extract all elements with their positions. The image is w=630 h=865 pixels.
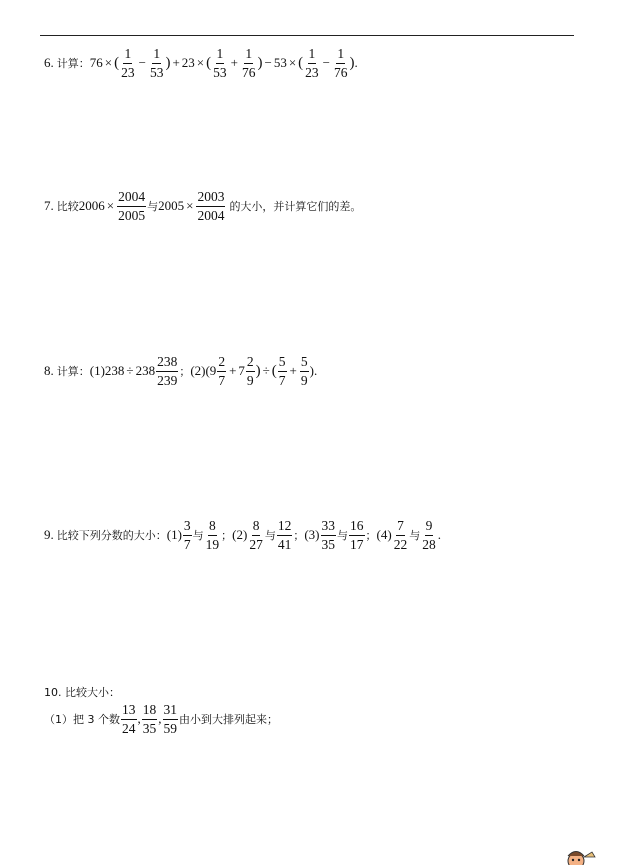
paren-close: ) — [349, 54, 355, 71]
q8-frac-4 — [278, 355, 287, 387]
q8-prefix: 计算： — [56, 365, 90, 378]
question-10-part-1 — [44, 703, 278, 735]
numerator: 1 — [244, 47, 253, 64]
q8-frac-3 — [246, 355, 255, 387]
denominator: 19 — [205, 536, 220, 552]
denominator: 35 — [142, 720, 157, 736]
question-8 — [44, 355, 317, 387]
q6-prefix: 计算： — [56, 57, 90, 70]
question-7 — [44, 190, 361, 222]
q9-frac-b4 — [421, 519, 437, 551]
q7-frac-b — [196, 190, 225, 222]
denominator: 7 — [183, 536, 191, 552]
q7-frac-a — [117, 190, 146, 222]
q10-frac-1 — [121, 703, 137, 735]
q6-frac-2 — [149, 47, 165, 79]
q6-frac-5 — [304, 47, 320, 79]
numerator: 9 — [425, 519, 434, 536]
header-rule — [40, 35, 574, 36]
denominator: 9 — [300, 372, 308, 388]
q10-suffix: 由小到大排列起来； — [179, 713, 278, 726]
paren-close: ) — [257, 54, 263, 71]
q8-frac-1 — [156, 355, 178, 387]
q8-whole-7: 7 — [238, 363, 245, 378]
q7-num-2006: 2006 — [78, 198, 105, 213]
numerator: 13 — [121, 703, 137, 720]
separator: ； — [221, 529, 233, 542]
minus-sign: − — [138, 55, 146, 70]
numerator: 1 — [123, 47, 132, 64]
q9-part4-tag: (4) — [376, 527, 392, 542]
question-9 — [44, 519, 441, 551]
q9-frac-b3 — [349, 519, 365, 551]
q8-part2-lead: (2)(9 — [190, 363, 217, 378]
denominator: 23 — [121, 64, 135, 80]
times-sign: × — [288, 55, 297, 70]
q9-frac-a2 — [248, 519, 264, 551]
denominator: 41 — [277, 536, 292, 552]
q7-label: 7. — [44, 198, 54, 213]
numerator: 1 — [308, 47, 317, 64]
q9-part3-tag: (3) — [304, 527, 320, 542]
minus-sign: − — [264, 55, 272, 70]
q7-prefix: 比较 — [56, 200, 79, 213]
numerator: 16 — [349, 519, 365, 536]
denominator: 9 — [246, 372, 254, 388]
mascot-icon — [562, 848, 598, 865]
q7-suffix: 的大小，并计算它们的差。 — [229, 200, 362, 213]
numerator: 2004 — [117, 190, 146, 207]
q8-part1-lead: (1)238 — [89, 363, 125, 378]
q6-frac-3 — [212, 47, 228, 79]
comma: , — [158, 711, 162, 726]
numerator: 5 — [300, 355, 309, 372]
minus-sign: − — [322, 55, 330, 70]
q7-yu: 与 — [147, 200, 159, 213]
denominator: 28 — [422, 536, 436, 552]
q6-frac-4 — [241, 47, 257, 79]
denominator: 35 — [321, 536, 336, 552]
numerator: 8 — [252, 519, 261, 536]
paren-open: ( — [206, 54, 212, 71]
q9-frac-a1 — [183, 519, 192, 551]
q9-yu: 与 — [192, 529, 204, 542]
denominator: 22 — [393, 536, 408, 552]
plus-sign: + — [230, 55, 238, 70]
q10-frac-2 — [142, 703, 158, 735]
plus-sign: + — [172, 55, 180, 70]
numerator: 12 — [277, 519, 293, 536]
denominator: 7 — [218, 372, 226, 388]
q6-frac-6 — [333, 47, 349, 79]
close-and-period: ). — [309, 363, 318, 378]
numerator: 7 — [396, 519, 405, 536]
numerator: 2 — [217, 355, 226, 372]
numerator: 31 — [163, 703, 179, 720]
separator: ； — [365, 529, 377, 542]
denominator: 76 — [334, 64, 348, 80]
q9-frac-a3 — [321, 519, 337, 551]
numerator: 3 — [183, 519, 192, 536]
q9-part2-tag: (2) — [232, 527, 248, 542]
denominator: 17 — [350, 536, 364, 552]
denominator: 24 — [122, 720, 136, 736]
q10-sub: （1）把 3 个数 — [44, 713, 120, 726]
q10-title: 10. 比较大小： — [44, 686, 120, 699]
q8-frac-5 — [300, 355, 309, 387]
denominator: 2004 — [197, 207, 225, 223]
divide-sign: ÷ — [262, 363, 270, 378]
q9-frac-a4 — [393, 519, 409, 551]
question-10-title — [44, 684, 120, 700]
divide-sign: ÷ — [126, 363, 134, 378]
numerator: 1 — [336, 47, 345, 64]
question-6 — [44, 47, 358, 79]
period: . — [354, 55, 358, 70]
q8-frac-2 — [217, 355, 226, 387]
separator: ； — [179, 365, 191, 378]
period: . — [437, 527, 441, 542]
denominator: 53 — [213, 64, 227, 80]
times-sign: × — [104, 55, 113, 70]
paren-close: ) — [255, 362, 261, 379]
q8-label: 8. — [44, 363, 54, 378]
times-sign: × — [196, 55, 205, 70]
numerator: 1 — [152, 47, 161, 64]
numerator: 33 — [321, 519, 337, 536]
comma: , — [137, 711, 141, 726]
q9-yu: 与 — [337, 529, 349, 542]
q6-num-76: 76 — [89, 55, 103, 70]
denominator: 27 — [249, 536, 263, 552]
q6-frac-1 — [120, 47, 136, 79]
q9-yu: 与 — [264, 529, 276, 542]
denominator: 2005 — [118, 207, 146, 223]
times-sign: × — [186, 198, 194, 213]
q6-num-53: 53 — [273, 55, 287, 70]
numerator: 1 — [216, 47, 225, 64]
q9-frac-b2 — [277, 519, 293, 551]
separator: ； — [293, 529, 305, 542]
denominator: 59 — [163, 720, 177, 736]
numerator: 18 — [142, 703, 158, 720]
q10-frac-3 — [163, 703, 179, 735]
q7-num-2005: 2005 — [158, 198, 185, 213]
numerator: 238 — [156, 355, 178, 372]
q6-num-23: 23 — [181, 55, 195, 70]
paren-open: ( — [271, 362, 277, 379]
paren-close: ) — [165, 54, 171, 71]
q9-frac-b1 — [205, 519, 221, 551]
q9-prefix: 比较下列分数的大小： — [56, 529, 167, 542]
q9-yu: 与 — [409, 529, 421, 542]
numerator: 8 — [208, 519, 217, 536]
q8-whole-238: 238 — [135, 363, 156, 378]
numerator: 5 — [278, 355, 287, 372]
q9-label: 9. — [44, 527, 54, 542]
denominator: 7 — [278, 372, 286, 388]
paren-open: ( — [298, 54, 304, 71]
denominator: 53 — [149, 64, 164, 80]
plus-sign: + — [289, 363, 297, 378]
denominator: 239 — [157, 372, 178, 388]
q6-label: 6. — [44, 55, 54, 70]
paren-open: ( — [114, 54, 120, 71]
times-sign: × — [106, 198, 115, 213]
numerator: 2 — [246, 355, 255, 372]
denominator: 23 — [305, 64, 319, 80]
plus-sign: + — [229, 363, 237, 378]
denominator: 76 — [241, 64, 256, 80]
q9-part1-tag: (1) — [166, 527, 182, 542]
numerator: 2003 — [196, 190, 225, 207]
